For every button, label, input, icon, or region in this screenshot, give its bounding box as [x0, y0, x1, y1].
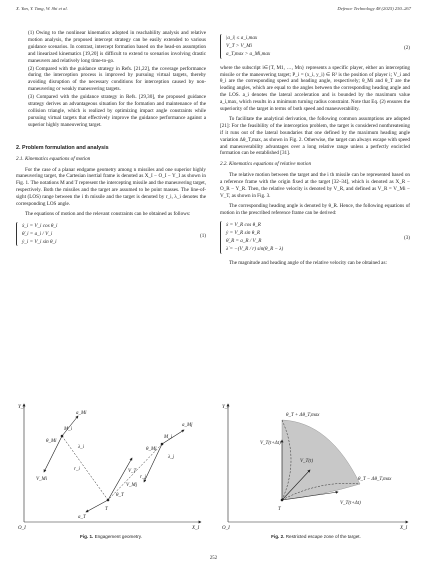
target-label: T	[105, 507, 108, 512]
figure-1-caption-label: Fig. 1.	[80, 534, 94, 539]
equation-brace	[16, 222, 20, 247]
velocity-upper-label: V_T(t+Δt)	[260, 441, 281, 446]
target-heading-label: θ_T	[116, 493, 124, 498]
y-axis-label: Y_I	[18, 405, 25, 410]
equation-line: λ̇ = −(V_R / r) sin(θ_R − λ)	[226, 246, 284, 253]
velocity-current-label: V_T(t)	[300, 459, 314, 464]
paragraph: where the subscript i∈{T, M1, …, Mn} represents a specific player, either an intercepting missile or the maneuvering target; P_i = (x_i, y_i) ∈ R² is the position of player i; V_i and θ_i are the corresponding speed and heading angle, respectively; θ_Mi and θ_T are the leading angles, which are equal to the angles between the corresponding heading angle and the LOS. a_i denotes the lateral acceleration and is bounded by the maximum value a_i,max, which results in a minimum turning radius constraint. Note that Eq. (2) ensures the superiority of the target in terms of both speed and maneuverability.	[220, 64, 410, 113]
origin-label: O_I	[222, 526, 230, 530]
los-i	[62, 436, 108, 500]
velocity-lower-label: V_T(t+Δt)	[340, 501, 361, 506]
missile-j-label: M_j	[164, 435, 173, 440]
equation-1	[16, 222, 206, 247]
subsection-title: 2.2. Kinematics equations of relative motion	[220, 161, 312, 168]
x-axis-label: X_I	[400, 526, 408, 530]
paragraph: The equations of motion and the relevant constraints can be obtained as follows:	[25, 210, 191, 217]
equation-line: ẋ_i = V_i cos θ_i	[22, 222, 58, 229]
missile-j-velocity-label: V_Mj	[126, 483, 138, 488]
figure-2-caption-text: Restricted escape zone of the target.	[285, 534, 361, 539]
missile-j-acceleration-label: a_Mj	[182, 423, 193, 428]
figure-1-engagement-geometry	[16, 400, 206, 530]
escape-zone	[282, 420, 360, 500]
paragraph: The corresponding heading angle is denoted by θ_R. Hence, the following equations of motion in the prescribed reference frame can be derived:	[220, 202, 410, 216]
paragraph: For the case of a planar endgame geometry among n missiles and one superior highly maneuvering target, the Cartesian inertial frame is denoted as X_I − O_I − Y_I as shown in Fig. 1. The notations M and T represent the intercepting missile and the maneuvering target, respectively. Both the missiles and the target are assumed to be point masses. The line-of-sight (LOS) range between the i th missile and the target is denoted by r_i, λ_i denotes the corresponding LOS angle.	[16, 166, 206, 208]
missile-i-acceleration-vector	[62, 416, 78, 436]
list-item: (2) Compared with the guidance strategy in Refs. [21,22], the coverage performance during the interception process is improved by pursuing virtual targets, thereby avoiding disruption of the necessary conditions for interception caused by non-maneuvering or weakly maneuvering targets.	[28, 65, 206, 93]
origin-label: O_I	[18, 526, 26, 530]
equation-line: θ̇_R = a_R / V_R	[226, 238, 262, 245]
running-header-journal: Defence Technology 48 (2025) 250–267	[337, 6, 411, 11]
paragraph: To facilitate the analytical derivation, the following common assumptions are adopted [21]: For the feasibility of the interception problem, the target is considered nonthreatening if it runs out of the lateral boundaries that one defined by the maximum heading angle variation Δθ_T,max, as shown in Fig. 2. Otherwise, the target can always escape with speed and maneuverability advantages over a long relative range unless a perfectly encircled formation can be established [31].	[220, 115, 410, 157]
equation-brace	[220, 221, 224, 254]
equation-line: a_T,max > a_Mi,max	[226, 51, 271, 58]
equation-number: (2)	[404, 44, 410, 51]
figure-2-caption-label: Fig. 2.	[271, 534, 285, 539]
range-j-label: r_j	[140, 475, 146, 480]
section-title: 2. Problem formulation and analysis	[16, 144, 109, 151]
right-column	[220, 30, 410, 269]
missile-j-heading-label: θ_Mj	[146, 447, 157, 452]
missile-i-heading-label: θ_Mi	[46, 439, 57, 444]
los-j	[108, 444, 162, 500]
x-axis-label: X_I	[192, 526, 200, 530]
equation-brace	[220, 34, 224, 59]
list-item: (3) Compared with the guidance strategy in Refs. [29,30], the proposed guidance strategy derives an advantageous situation for the formation and maintenance of the collision triangle, which is realized by optimizing impact angle constraints while pursuing virtual targets that effectively improve the guidance performance against a superior highly maneuvering target.	[28, 94, 206, 128]
missile-i-acceleration-label: a_Mi	[76, 411, 87, 416]
contributions-list	[16, 30, 206, 129]
range-i-label: r_i	[74, 467, 80, 472]
subsection-title: 2.1. Kinematics equations of motion	[16, 155, 91, 162]
figure-2-caption	[220, 534, 412, 539]
figure-1-caption-text: Engagement geometry.	[94, 534, 142, 539]
equation-line: |a_i| ≤ a_i,max	[226, 35, 258, 41]
y-axis-label: Y_I	[222, 405, 229, 410]
paragraph: The relative motion between the target and the i th missile can be represented based on a reference frame with the origin fixed at the target [32–34], which is denoted as X_R − O_R − Y_R. Then, the relative velocity is denoted by V_R, and defined as V_R = V_Mi − V_T, as shown in Fig. 3.	[220, 172, 410, 200]
page-number: 252	[209, 556, 218, 561]
running-header-authors: X. Yan, Y. Tang, W. Shi et al.	[16, 6, 68, 11]
equation-number: (1)	[200, 232, 206, 239]
left-column	[16, 30, 206, 252]
equation-line: ẋ = V_R cos θ_R	[226, 221, 261, 228]
figure-2-diagram	[220, 400, 412, 530]
figure-1-diagram	[16, 400, 206, 530]
paragraph: The magnitude and heading angle of the relative velocity can be obtained as:	[229, 259, 387, 266]
equation-line: ẏ = V_R sin θ_R	[226, 229, 260, 236]
equation-line: θ̇_i = a_i / V_i	[22, 231, 53, 238]
heading-lower-label: θ_T − Δθ_T,max	[358, 477, 392, 482]
target-velocity-label: V_T	[128, 469, 137, 474]
equation-3	[220, 221, 410, 254]
list-item: (1) Owing to the nonlinear kinematics adopted in reachability analysis and relative motion analysis, the proposed intercept strategy can be easily extended to various guidance scenarios. In contrast, intercept formation based on the head-on assumption and linearized kinematics [19,20] is difficult to extend to scenarios involving drastic maneuvers and relatively long time-to-go.	[28, 30, 206, 64]
figure-2-restricted-escape-zone	[220, 400, 412, 530]
heading-upper-label: θ_T + Δθ_T,max	[286, 413, 320, 418]
missile-i-velocity-label: V_Mi	[36, 477, 48, 482]
equation-line: ẏ_i = V_i sin θ_i	[22, 239, 57, 246]
los-angle-j-label: λ_j	[168, 455, 175, 460]
figure-1-caption	[16, 534, 206, 539]
target-acceleration-label: a_T	[78, 515, 86, 520]
equation-line: V_T > V_Mi	[226, 43, 252, 50]
equation-number: (3)	[404, 234, 410, 241]
los-angle-i-label: λ_i	[78, 445, 85, 450]
equation-2	[220, 34, 410, 59]
missile-i-label: M_i	[64, 427, 73, 432]
target-label: T	[278, 507, 281, 512]
